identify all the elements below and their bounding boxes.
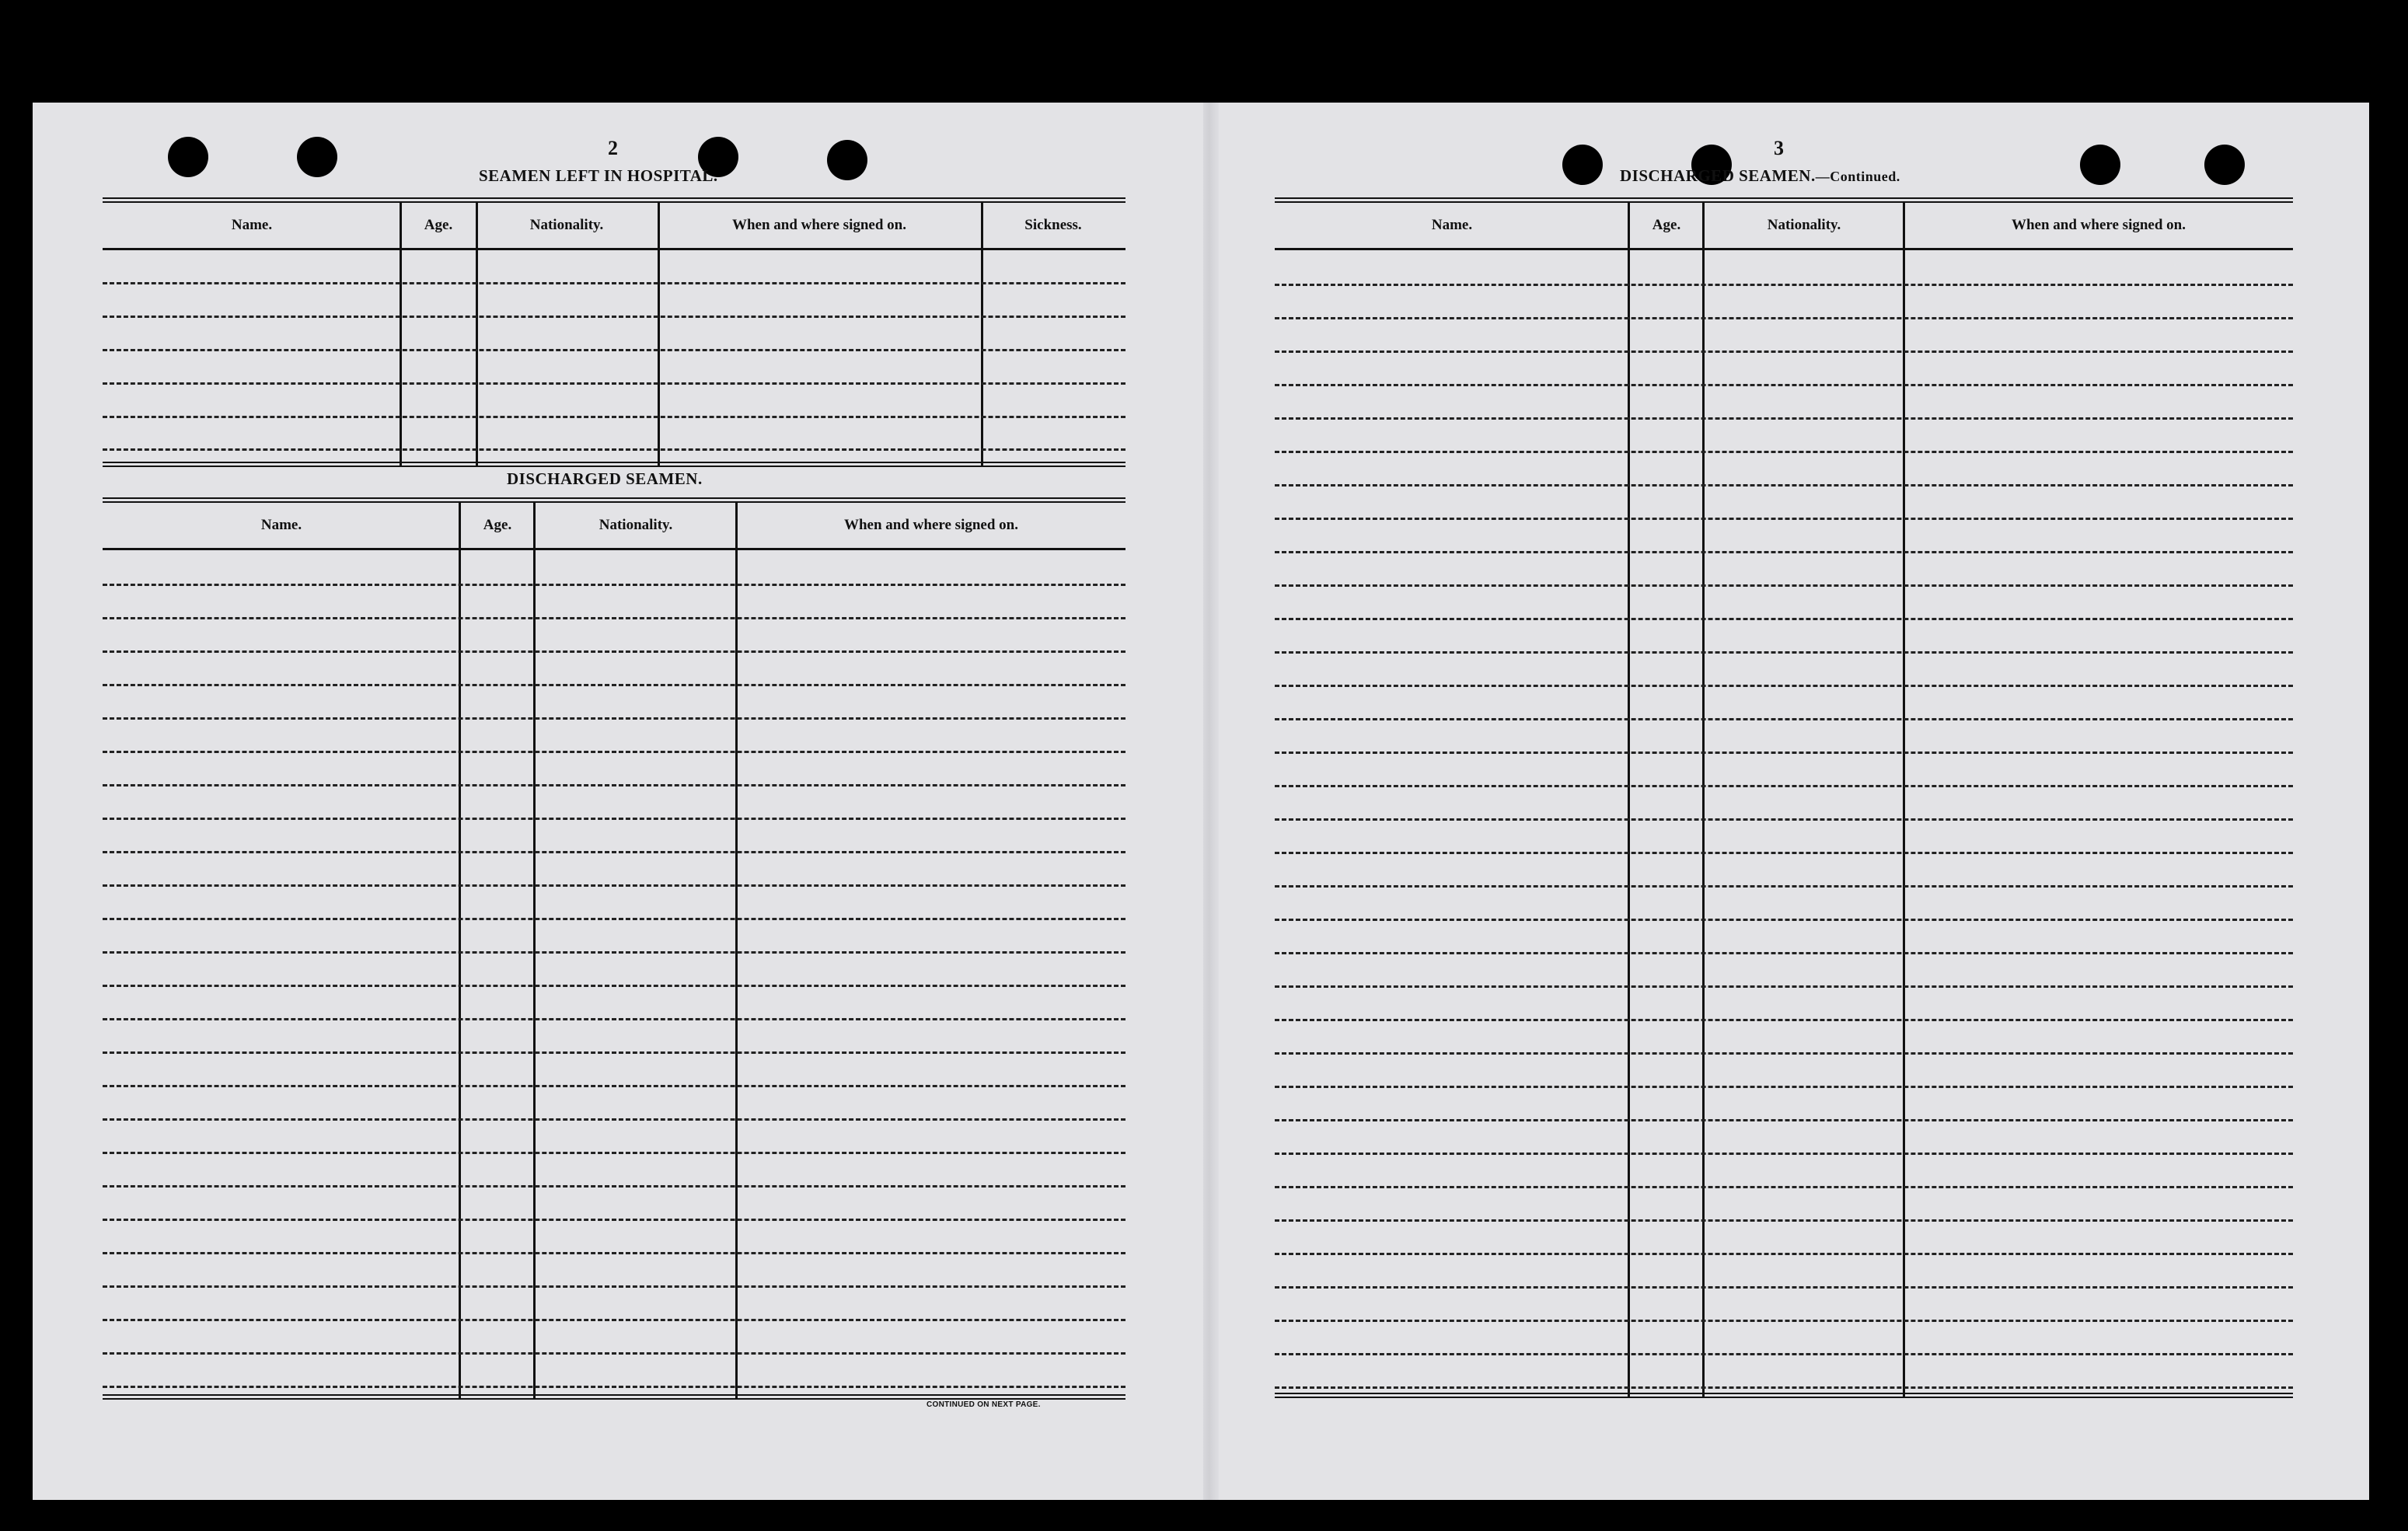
ruled-row bbox=[103, 1352, 1125, 1355]
column-header-name: Name. bbox=[1431, 217, 1473, 233]
ruled-row bbox=[1275, 284, 2293, 286]
ruled-row bbox=[1275, 752, 2293, 754]
ruled-row bbox=[1275, 451, 2293, 453]
page-fold bbox=[1203, 103, 1219, 1500]
punch-hole bbox=[2080, 145, 2120, 185]
ruled-row bbox=[1275, 785, 2293, 787]
ruled-row bbox=[1275, 1019, 2293, 1021]
ruled-row bbox=[103, 818, 1125, 820]
column-header-nationality: Nationality. bbox=[599, 517, 673, 533]
hospital-section-title: SEAMEN LEFT IN HOSPITAL. bbox=[479, 166, 718, 185]
column-header-age: Age. bbox=[483, 517, 512, 533]
ruled-row bbox=[103, 650, 1125, 653]
table-bottom-rule bbox=[1275, 1393, 2293, 1398]
table-header bbox=[103, 203, 1125, 250]
ruled-row bbox=[1275, 1253, 2293, 1255]
ruled-row bbox=[103, 1018, 1125, 1020]
ruled-row bbox=[1275, 1052, 2293, 1055]
ruled-row bbox=[1275, 885, 2293, 888]
ruled-row bbox=[1275, 852, 2293, 854]
hospital-table bbox=[103, 197, 1125, 467]
ruled-row bbox=[103, 1085, 1125, 1087]
ruled-row bbox=[103, 1051, 1125, 1054]
ruled-row bbox=[103, 1319, 1125, 1321]
ruled-row bbox=[1275, 484, 2293, 487]
ruled-row bbox=[103, 349, 1125, 351]
ruled-row bbox=[103, 617, 1125, 619]
column-header-nationality: Nationality. bbox=[1767, 217, 1841, 233]
ruled-row bbox=[103, 416, 1125, 418]
column-header-signed-on: When and where signed on. bbox=[2011, 217, 2186, 233]
column-header-age: Age. bbox=[1652, 217, 1681, 233]
column-divider bbox=[400, 203, 402, 467]
column-header-name: Name. bbox=[260, 517, 302, 533]
ruled-row bbox=[103, 1285, 1125, 1288]
table-bottom-rule bbox=[103, 462, 1125, 467]
ruled-row bbox=[1275, 417, 2293, 420]
ruled-row bbox=[103, 751, 1125, 753]
ruled-row bbox=[1275, 919, 2293, 921]
column-divider bbox=[658, 203, 660, 467]
ruled-row bbox=[103, 448, 1125, 451]
table-header bbox=[1275, 203, 2293, 250]
ruled-row bbox=[1275, 551, 2293, 553]
ruled-row bbox=[1275, 350, 2293, 353]
ruled-row bbox=[1275, 518, 2293, 520]
ruled-row bbox=[1275, 1219, 2293, 1222]
ruled-row bbox=[103, 918, 1125, 920]
column-header-signed-on: When and where signed on. bbox=[731, 217, 906, 233]
column-header-age: Age. bbox=[424, 217, 453, 233]
ruled-row bbox=[103, 1185, 1125, 1187]
ruled-row bbox=[1275, 1186, 2293, 1188]
ruled-row bbox=[1275, 618, 2293, 620]
column-divider bbox=[476, 203, 478, 467]
ruled-row bbox=[1275, 718, 2293, 720]
ruled-row bbox=[103, 584, 1125, 586]
ruled-rows-right bbox=[1275, 250, 2293, 1398]
ruled-row bbox=[1275, 1386, 2293, 1389]
ruled-row bbox=[103, 985, 1125, 987]
ruled-row bbox=[103, 884, 1125, 887]
punch-hole bbox=[827, 140, 867, 180]
ruled-row bbox=[103, 717, 1125, 720]
ruled-row bbox=[103, 1118, 1125, 1121]
ruled-row bbox=[103, 684, 1125, 686]
ruled-row bbox=[1275, 1286, 2293, 1289]
ruled-row bbox=[103, 1386, 1125, 1388]
ruled-row bbox=[1275, 952, 2293, 954]
ruled-row bbox=[1275, 818, 2293, 821]
ruled-row bbox=[103, 316, 1125, 318]
ruled-row bbox=[1275, 1119, 2293, 1121]
ruled-row bbox=[1275, 1320, 2293, 1322]
ruled-row bbox=[1275, 985, 2293, 988]
section-title-suffix: —Continued. bbox=[1815, 169, 1900, 184]
ruled-rows-left bbox=[103, 550, 1125, 1400]
section-title-text: DISCHARGED SEAMEN. bbox=[1620, 166, 1816, 185]
ruled-row bbox=[103, 1152, 1125, 1154]
ruled-row bbox=[1275, 317, 2293, 319]
page-number: 3 bbox=[1774, 137, 1784, 159]
ruled-row bbox=[1275, 584, 2293, 587]
punch-hole bbox=[297, 137, 337, 177]
ruled-row bbox=[103, 282, 1125, 284]
table-bottom-rule bbox=[103, 1394, 1125, 1400]
discharged-continued-table bbox=[1275, 197, 2293, 1398]
column-header-nationality: Nationality. bbox=[529, 217, 604, 233]
ruled-row bbox=[1275, 384, 2293, 386]
discharged-section-title: DISCHARGED SEAMEN. bbox=[507, 469, 703, 488]
ruled-row bbox=[1275, 685, 2293, 687]
column-header-name: Name. bbox=[231, 217, 273, 233]
column-header-sickness: Sickness. bbox=[1024, 217, 1082, 233]
ruled-row bbox=[103, 1252, 1125, 1254]
ruled-row bbox=[103, 951, 1125, 954]
punch-hole bbox=[2204, 145, 2245, 185]
table-header bbox=[103, 503, 1125, 550]
continued-note: CONTINUED ON NEXT PAGE. bbox=[927, 1400, 1041, 1409]
ruled-row bbox=[1275, 1153, 2293, 1155]
ruled-row bbox=[1275, 1353, 2293, 1355]
column-divider bbox=[981, 203, 983, 467]
ruled-row bbox=[103, 382, 1125, 385]
column-header-signed-on: When and where signed on. bbox=[843, 517, 1018, 533]
page-number: 2 bbox=[608, 137, 618, 159]
ruled-row bbox=[1275, 1086, 2293, 1088]
punch-hole bbox=[168, 137, 208, 177]
ruled-row bbox=[103, 851, 1125, 853]
discharged-continued-title bbox=[1620, 166, 1900, 186]
ruled-row bbox=[103, 1219, 1125, 1221]
punch-hole bbox=[1562, 145, 1603, 185]
discharged-table bbox=[103, 497, 1125, 1400]
ruled-row bbox=[1275, 651, 2293, 654]
ruled-row bbox=[103, 784, 1125, 786]
